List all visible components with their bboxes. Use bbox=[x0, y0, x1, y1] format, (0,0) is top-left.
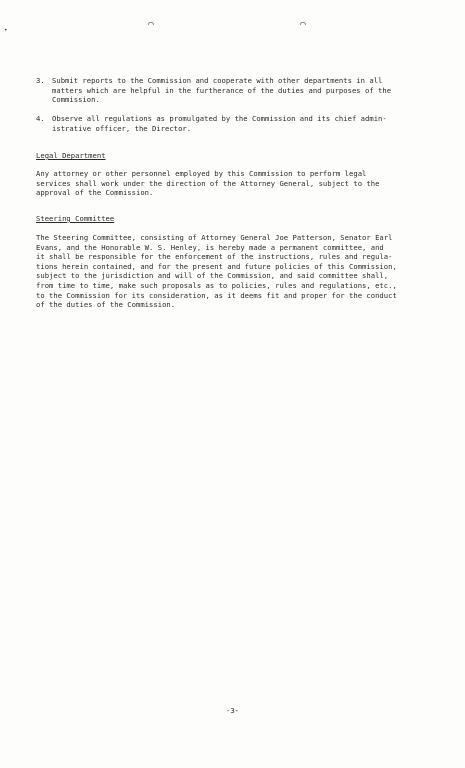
steering-committee-paragraph bbox=[36, 233, 397, 310]
text-line: to the Commission for its consideration, as it deems fit and proper for the conduct bbox=[36, 290, 397, 300]
list-item-number: 3. bbox=[36, 76, 45, 85]
text-line: Observe all regulations as promulgated by the Commission and its chief admin- bbox=[52, 114, 387, 123]
text-line: of the duties of the Commission. bbox=[36, 300, 176, 310]
text-line: it shall be responsible for the enforcement of the instructions, rules and regula- bbox=[36, 252, 393, 262]
text-line: from time to time, make such proposals as to policies, rules and regulations, etc., bbox=[36, 280, 397, 290]
list-item-text bbox=[52, 114, 387, 133]
steering-committee-heading: Steering Committee bbox=[36, 214, 115, 223]
list-item-number: 4. bbox=[36, 114, 45, 123]
text-line: Commission. bbox=[52, 95, 100, 105]
text-line: Any attorney or other personnel employed by this Commission to perform legal bbox=[36, 169, 367, 178]
legal-department-heading: Legal Department bbox=[36, 151, 106, 160]
scan-mark-left: ⌒ bbox=[148, 19, 155, 30]
scan-dot: • bbox=[4, 27, 8, 34]
text-line: istrative officer, the Director. bbox=[52, 123, 192, 133]
text-line: The Steering Committee, consisting of Attorney General Joe Patterson, Senator Earl bbox=[36, 233, 393, 242]
page-number: -3- bbox=[225, 706, 240, 715]
text-line: tions herein contained, and for the present and future policies of this Commission, bbox=[36, 261, 397, 271]
legal-department-paragraph bbox=[36, 169, 379, 198]
text-line: services shall work under the direction of the Attorney General, subject to the bbox=[36, 178, 380, 188]
text-line: subject to the jurisdiction and will of the Commission, and said committee shall, bbox=[36, 271, 389, 281]
scan-mark-right: ⌒ bbox=[300, 19, 307, 30]
text-line: matters which are helpful in the furtherance of the duties and purposes of the bbox=[52, 85, 392, 95]
text-line: Submit reports to the Commission and cooperate with other departments in all bbox=[52, 76, 383, 85]
text-line: approval of the Commission. bbox=[36, 188, 154, 198]
text-line: Evans, and the Honorable W. S. Henley, is hereby made a permanent committee, and bbox=[36, 242, 384, 252]
list-item-text bbox=[52, 76, 391, 105]
